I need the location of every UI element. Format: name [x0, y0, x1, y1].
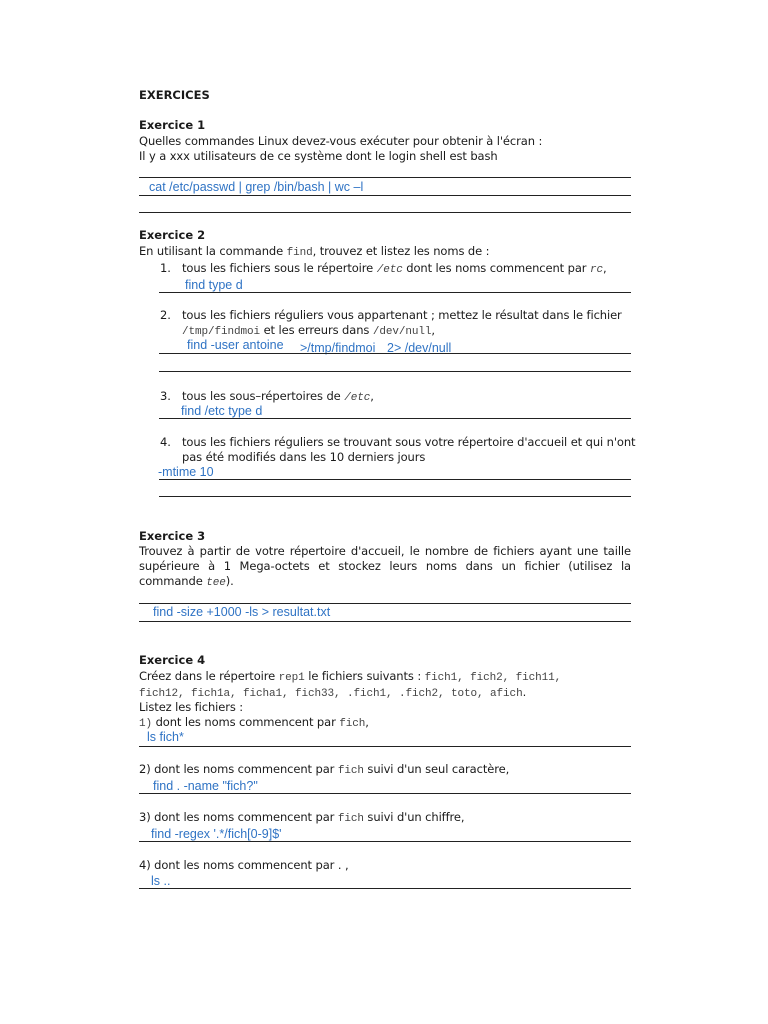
exercise-3-answer: find -size +1000 -ls > resultat.txt [153, 605, 331, 619]
exercise-1-question-line2: Il y a xxx utilisateurs de ce système dont le login shell est bash [139, 149, 498, 163]
exercise-4-text-line1: Créez dans le répertoire rep1 le fichiers suivants : fich1, fich2, fich11, [139, 669, 562, 684]
exercise-2-q3-answer: find /etc type d [181, 404, 263, 418]
exercise-2-q4-text-line1: tous les fichiers réguliers se trouvant sous votre répertoire d'accueil et qui n'ont [182, 435, 636, 449]
exercise-2-q3-text: tous les sous–répertoires de /etc, [182, 389, 374, 404]
answer-line [139, 212, 631, 213]
exercise-2-q2-number: 2. [160, 308, 171, 322]
exercise-2-q2-text-line2: /tmp/findmoi et les erreurs dans /dev/null, [182, 323, 435, 338]
answer-line [139, 841, 631, 842]
answer-line [139, 621, 631, 622]
exercise-3-text-line2: supérieure à 1 Mega-octets et stockez leurs noms dans un fichier (utilisez la [139, 559, 631, 573]
exercise-4-heading: Exercice 4 [139, 653, 206, 667]
page-title: EXERCICES [139, 88, 210, 102]
exercise-4-q2-text: 2) dont les noms commencent par fich suivi d'un seul caractère, [139, 762, 510, 777]
answer-line [139, 888, 631, 889]
answer-line [139, 793, 631, 794]
exercise-4-q1-answer: ls fich* [147, 730, 184, 744]
exercise-4-q4-answer: ls .. [151, 874, 171, 888]
exercise-2-q2-answer-part2: >/tmp/findmoi [300, 341, 376, 355]
exercise-4-q3-answer: find -regex '.*/fich[0-9]$' [151, 827, 282, 841]
answer-line [139, 746, 631, 747]
answer-line [159, 353, 631, 354]
answer-line [159, 479, 631, 480]
exercise-4-q3-text: 3) dont les noms commencent par fich suivi d'un chiffre, [139, 810, 465, 825]
answer-line [159, 496, 631, 497]
answer-line [139, 177, 631, 178]
exercise-3-text-line1: Trouvez à partir de votre répertoire d'accueil, le nombre de fichiers ayant une taille [139, 544, 631, 558]
exercise-1-heading: Exercice 1 [139, 118, 206, 132]
exercise-2-q4-text-line2: pas été modifiés dans les 10 derniers jours [182, 450, 426, 464]
exercise-1-answer: cat /etc/passwd | grep /bin/bash | wc –l [149, 180, 364, 194]
answer-line [139, 195, 631, 196]
exercise-4-text-line3: Listez les fichiers : [139, 700, 244, 714]
exercise-3-heading: Exercice 3 [139, 529, 206, 543]
exercise-2-q1-number: 1. [160, 261, 171, 275]
answer-line [139, 603, 631, 604]
exercise-4-q2-answer: find . -name "fich?" [153, 779, 258, 793]
exercise-2-q2-answer-part3: 2> /dev/null [387, 341, 452, 355]
exercise-2-q4-number: 4. [160, 435, 171, 449]
exercise-4-q1-text: 1) dont les noms commencent par fich, [139, 715, 369, 730]
exercise-4-q4-text: 4) dont les noms commencent par . , [139, 858, 349, 872]
exercise-2-q1-answer: find type d [185, 278, 243, 292]
exercise-2-q1-text: tous les fichiers sous le répertoire /etc dont les noms commencent par rc, [182, 261, 607, 276]
answer-line [159, 371, 631, 372]
answer-line [159, 418, 631, 419]
exercise-1-question-line1: Quelles commandes Linux devez-vous exécuter pour obtenir à l'écran : [139, 134, 543, 148]
exercise-3-text-line3: commande tee). [139, 574, 234, 589]
exercise-2-heading: Exercice 2 [139, 228, 206, 242]
exercise-2-q2-answer-part1: find -user antoine [187, 338, 284, 352]
exercise-4-text-line2: fich12, fich1a, ficha1, fich33, .fich1, .fich2, toto, afich. [139, 685, 527, 700]
exercise-2-q4-answer: -mtime 10 [158, 465, 214, 479]
exercise-2-intro: En utilisant la commande find, trouvez et listez les noms de : [139, 244, 490, 259]
exercise-2-q2-text-line1: tous les fichiers réguliers vous appartenant ; mettez le résultat dans le fichier [182, 308, 622, 322]
answer-line [159, 292, 631, 293]
exercise-2-q3-number: 3. [160, 389, 171, 403]
